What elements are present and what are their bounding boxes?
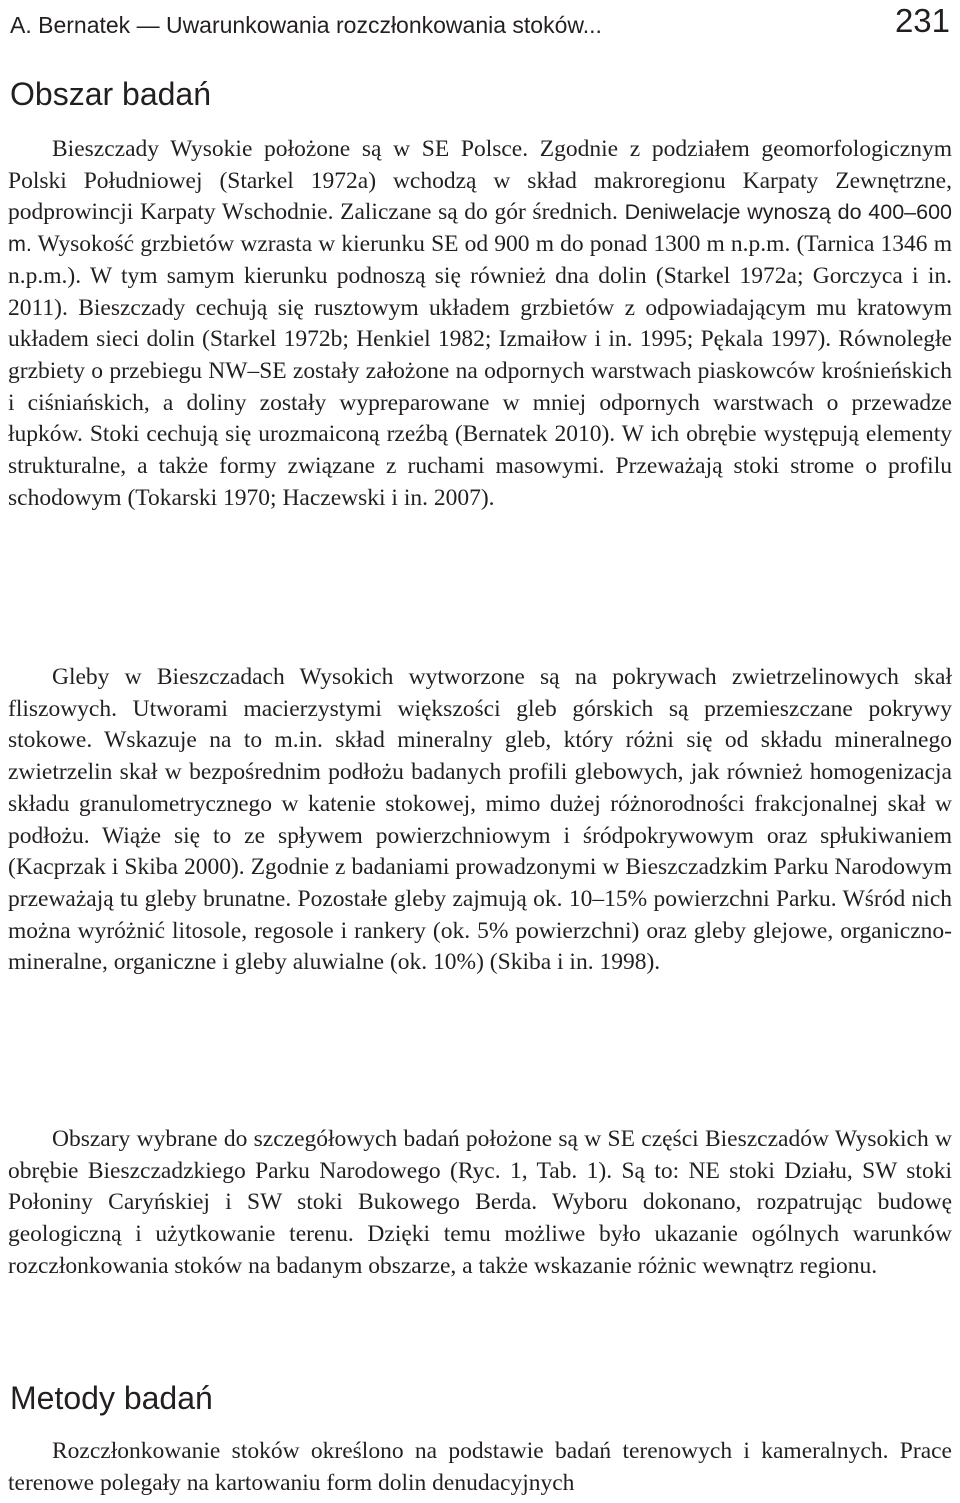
paragraph-text: Wysokość grzbietów wzrasta w kierunku SE od 900 m do ponad 1300 m n.p.m. (Tarnica 1346 m n.p.m.). W tym samym kierunku podnoszą się również dna dolin (Starkel 1972a; Gorczyca i in. 2011). Bieszczady cechują się rusztowym układem grzbietów z odpowiadającym mu kratowym układem sieci dolin (Starkel 1972b; Henkiel 1982; Izmaiłow i in. 1995; Pękala 1997). Równoległe grzbiety o przebiegu NW–SE zostały założone na odpornych warstwach piaskowców krośnieńskich i ciśniańskich, a doliny zostały wypreparowane w mniej odpornych warstwach o przewadze łupków. Stoki cechują się urozmaiconą rzeźbą (Bernatek 2010). W ich obrębie występują elementy strukturalne, a także formy związane z ruchami masowymi. Przeważają stoki strome o profilu schodowym (Tokarski 1970; Haczewski i in. 2007). <box>8 231 952 511</box>
paragraph: Obszary wybrane do szczegółowych badań położone są w SE części Bieszczadów Wysokich w obrębie Bieszczadzkiego Parku Narodowego (Ryc. 1, Tab. 1). Są to: NE stoki Działu, SW stoki Połoniny Caryńskiej i SW stoki Bukowego Berda. Wyboru dokonano, rozpatrując budowę geologiczną i użytkowanie terenu. Dzięki temu możliwe było ukazanie ogólnych warunków rozczłonkowania stoków na badanym obszarze, a także wskazanie różnic wewnątrz regionu. <box>8 1126 952 1279</box>
running-title: A. Bernatek — Uwarunkowania rozczłonkowania stoków... <box>10 12 602 38</box>
page-number: 231 <box>894 2 950 39</box>
section-heading-study-area: Obszar badań <box>10 76 212 112</box>
paragraph-text-sans: Deniwelacje wynoszą do 400–600 m. <box>8 200 952 257</box>
section-heading-methods: Metody badań <box>10 1380 213 1416</box>
paragraph: Rozczłonkowanie stoków określono na podstawie badań terenowych i kameralnych. Prace terenowe polegały na kartowaniu form dolin denudacyjnych <box>8 1438 952 1496</box>
paragraph-text: Bieszczady Wysokie położone są w SE Polsce. Zgodnie z podziałem geomorfologicznym Polski Południowej (Starkel 1972a) wchodzą w skład makroregionu Karpaty Zewnętrzne, podprowincji Karpaty Wschodnie. Zaliczane są do gór średnich. <box>8 136 952 226</box>
paragraph <box>8 134 952 514</box>
running-header <box>10 2 950 46</box>
paragraph: Gleby w Bieszczadach Wysokich wytworzone są na pokrywach zwietrzelinowych skał fliszowych. Utworami macierzystymi większości gleb górskich są przemieszczane pokrywy stokowe. Wskazuje na to m.in. skład mineralny gleb, który różni się od składu mineralnego zwietrzelin skał w bezpośrednim podłożu badanych profili glebowych, jak również homogenizacja składu granulometrycznego w katenie stokowej, mimo dużej różnorodności frakcjonalnej skał w podłożu. Wiąże się to ze spływem powierzchniowym i śródpokrywowym oraz spłukiwaniem (Kacprzak i Skiba 2000). Zgodnie z badaniami prowadzonymi w Bieszczadzkim Parku Narodowym przeważają tu gleby brunatne. Pozostałe gleby zajmują ok. 10–15% powierzchni Parku. Wśród nich można wyróżnić litosole, regosole i rankery (ok. 5% powierzchni) oraz gleby glejowe, organiczno-mineralne, organiczne i gleby aluwialne (ok. 10%) (Skiba i in. 1998). <box>8 664 952 976</box>
